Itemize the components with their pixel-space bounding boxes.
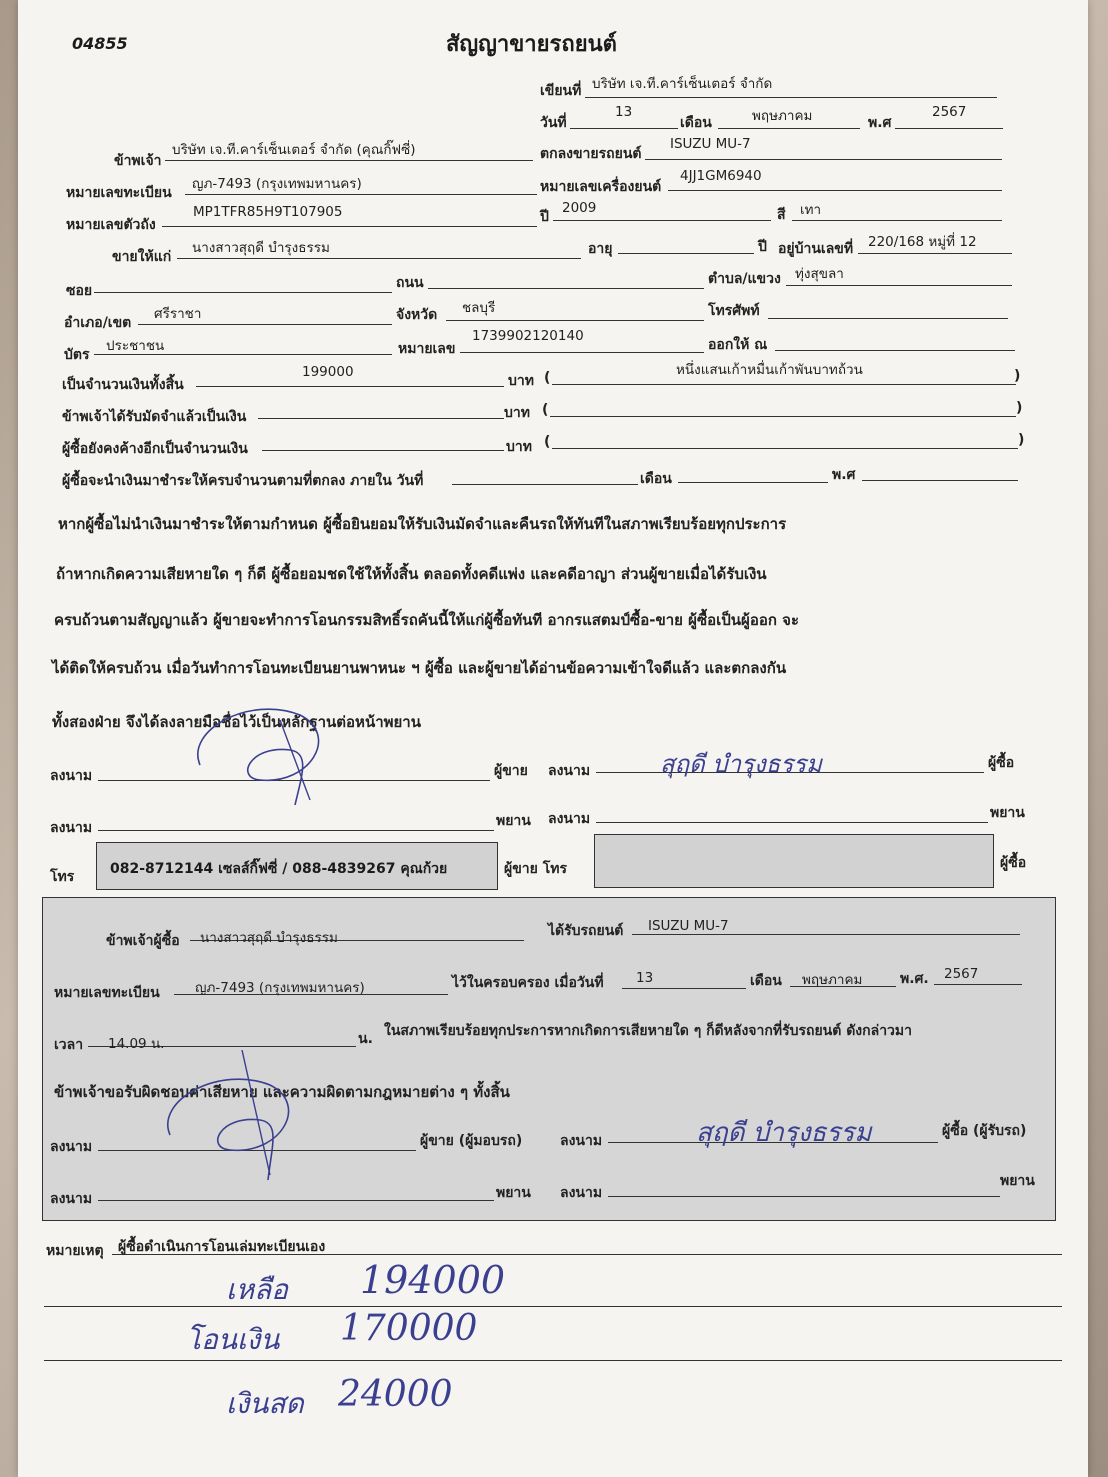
receipt-possess-label: ไว้ในครอบครอง เมื่อวันที่	[452, 975, 604, 991]
seller-phone-value: 082-8712144 เซลส์กิ๊ฟซี่ / 088-4839267 คุณก้วย	[110, 861, 448, 877]
card-no-label: หมายเลข	[398, 341, 456, 357]
color-label: สี	[777, 207, 786, 223]
total-label: เป็นจำนวนเงินทั้งสิ้น	[62, 377, 184, 393]
subdistrict-label: ตำบล/แขวง	[708, 271, 781, 287]
deposit-label: ข้าพเจ้าได้รับมัดจำแล้วเป็นเงิน	[62, 409, 247, 425]
handwritten-transfer-label: โอนเงิน	[186, 1323, 280, 1356]
terms-line-2: ถ้าหากเกิดความเสียหายใด ๆ ก็ดี ผู้ซื้อยอมชดใช้ให้ทั้งสิ้น ตลอดทั้งคดีแพ่ง และคดีอาญา ส่วนผู้ขายเมื่อได้รับเงิน	[56, 565, 767, 583]
agree-label: ตกลงขายรถยนต์	[540, 146, 642, 162]
receipt-car-label: ได้รับรถยนต์	[548, 923, 624, 939]
written-at-value: บริษัท เจ.ที.คาร์เซ็นเตอร์ จำกัด	[592, 76, 773, 92]
month-value: พฤษภาคม	[752, 108, 813, 124]
receipt-month-value: พฤษภาคม	[802, 972, 863, 988]
engine-value: 4JJ1GM6940	[680, 168, 762, 184]
car-year-label: ปี	[540, 209, 549, 225]
document-title: สัญญาขายรถยนต์	[446, 32, 617, 57]
receipt-sign-label-2: ลงนาม	[560, 1133, 603, 1149]
sign-label-3: ลงนาม	[50, 820, 93, 836]
card-no-value: 1739902120140	[472, 328, 584, 344]
receipt-plate-value: ญภ-7493 (กรุงเทพมหานคร)	[195, 980, 365, 996]
receipt-buyer-label: ข้าพเจ้าผู้ซื้อ	[106, 933, 180, 949]
paren-open: (	[544, 370, 551, 386]
car-model-value: ISUZU MU-7	[670, 136, 751, 152]
receipt-year-label: พ.ศ.	[900, 971, 929, 987]
buyer-signature: สุฤดี บำรุงธรรม	[660, 750, 822, 778]
sign-label-1: ลงนาม	[50, 768, 93, 784]
chassis-value: MP1TFR85H9T107905	[193, 204, 343, 220]
receipt-seller-signature	[160, 1050, 310, 1190]
receipt-sign-label-1: ลงนาม	[50, 1139, 93, 1155]
address-label: อยู่บ้านเลขที่	[778, 241, 854, 257]
receipt-seller-label: ผู้ขาย (ผู้มอบรถ)	[420, 1133, 523, 1149]
terms-line-4: ได้ติดให้ครบถ้วน เมื่อวันทำการโอนทะเบียนยานพาหนะ ฯ ผู้ซื้อ และผู้ขายได้อ่านข้อความเข้าใจดีแล้ว และตกลงกัน	[52, 659, 787, 677]
address-value: 220/168 หมู่ที่ 12	[868, 234, 977, 250]
seller-phone-label: ผู้ขาย โทร	[504, 861, 567, 877]
i-label: ข้าพเจ้า	[114, 153, 162, 169]
sign-label-2: ลงนาม	[548, 763, 591, 779]
remark-label: หมายเหตุ	[46, 1243, 104, 1259]
receipt-condition-text: ในสภาพเรียบร้อยทุกประการหากเกิดการเสียหายใด ๆ ก็ดีหลังจากที่รับรถยนต์ ดังกล่าวมา	[384, 1023, 913, 1039]
year-label: พ.ศ	[868, 115, 892, 131]
paren-close-3: )	[1018, 432, 1025, 448]
plate-label: หมายเลขทะเบียน	[66, 185, 172, 201]
paren-close: )	[1014, 368, 1021, 384]
seller-value: บริษัท เจ.ที.คาร์เซ็นเตอร์ จำกัด (คุณกิ๊ฟซี่)	[172, 142, 416, 158]
receipt-car-value: ISUZU MU-7	[648, 918, 729, 934]
buyer-value: นางสาวสุฤดี บำรุงธรรม	[192, 240, 330, 256]
phone-label-seller: โทร	[50, 869, 75, 885]
terms-line-5: ทั้งสองฝ่าย จึงได้ลงลายมือชื่อไว้เป็นหลักฐานต่อหน้าพยาน	[52, 713, 421, 731]
buyer-phone-label: ผู้ซื้อ	[1000, 855, 1027, 871]
buyer-sign-label: ผู้ซื้อ	[988, 755, 1015, 771]
baht-label: บาท	[508, 373, 534, 389]
age-unit: ปี	[758, 239, 767, 255]
engine-label: หมายเลขเครื่องยนต์	[540, 179, 662, 195]
plate-value: ญภ-7493 (กรุงเทพมหานคร)	[192, 176, 362, 192]
receipt-time-unit: น.	[358, 1031, 373, 1047]
buyer-phone-box	[594, 834, 994, 888]
subdistrict-value: ทุ่งสุขลา	[795, 266, 844, 282]
province-value: ชลบุรี	[462, 300, 496, 316]
handwritten-balance-label: เหลือ	[226, 1273, 289, 1306]
witness-label-1: พยาน	[496, 813, 531, 829]
witness-label-2: พยาน	[990, 805, 1025, 821]
month-label: เดือน	[680, 115, 712, 131]
terms-line-1: หากผู้ซื้อไม่นำเงินมาชำระให้ตามกำหนด ผู้ซื้อยินยอมให้รับเงินมัดจำและคืนรถให้ทันทีในสภาพเรียบร้อยทุกประการ	[58, 515, 787, 533]
total-words-value: หนึ่งแสนเก้าหมื่นเก้าพันบาทถ้วน	[676, 362, 863, 378]
province-label: จังหวัด	[396, 307, 438, 323]
receipt-time-label: เวลา	[54, 1037, 84, 1053]
receipt-day-value: 13	[636, 970, 654, 986]
receipt-year-value: 2567	[944, 966, 979, 982]
phone-label: โทรศัพท์	[708, 303, 760, 319]
receipt-responsibility-text: ข้าพเจ้าขอรับผิดชอบค่าเสียหาย และความผิดตามกฎหมายต่าง ๆ ทั้งสิ้น	[54, 1083, 510, 1101]
total-value: 199000	[302, 364, 354, 380]
receipt-month-label: เดือน	[750, 973, 782, 989]
remain-label: ผู้ซื้อยังคงค้างอีกเป็นจำนวนเงิน	[62, 441, 248, 457]
color-value: เทา	[800, 202, 822, 218]
handwritten-cash-value: 24000	[338, 1374, 453, 1415]
receipt-time-value: 14.09 น.	[108, 1036, 165, 1052]
written-at-label: เขียนที่	[540, 83, 582, 99]
receipt-witness-label-1: พยาน	[496, 1185, 531, 1201]
receipt-buyer-signature: สุฤดี บำรุงธรรม	[696, 1118, 872, 1148]
soi-label: ซอย	[66, 283, 93, 299]
issued-label: ออกให้ ณ	[708, 337, 768, 353]
handwritten-balance-value: 194000	[360, 1258, 506, 1302]
card-label: บัตร	[64, 347, 90, 363]
chassis-label: หมายเลขตัวถัง	[66, 217, 156, 233]
document-number: 04855	[72, 34, 128, 53]
date-day: 13	[615, 104, 633, 120]
seller-signature	[190, 690, 340, 820]
sell-to-label: ขายให้แก่	[112, 249, 172, 265]
terms-line-3: ครบถ้วนตามสัญญาแล้ว ผู้ขายจะทำการโอนกรรมสิทธิ์รถคันนี้ให้แก่ผู้ซื้อทันที อากรแสตมป์ซื้อ-ขาย ผู้ซื้อเป็นผู้ออก จะ	[54, 611, 799, 629]
sign-label-4: ลงนาม	[548, 811, 591, 827]
receipt-sign-label-3: ลงนาม	[50, 1191, 93, 1207]
deposit-baht-label: บาท	[504, 405, 530, 421]
receipt-witness-label-2: พยาน	[1000, 1173, 1035, 1189]
remain-baht-label: บาท	[506, 439, 532, 455]
age-label: อายุ	[588, 241, 613, 257]
pay-by-label: ผู้ซื้อจะนำเงินมาชำระให้ครบจำนวนตามที่ตกลง ภายใน วันที่	[62, 473, 424, 489]
handwritten-cash-label: เงินสด	[226, 1387, 304, 1420]
car-year-value: 2009	[562, 200, 597, 216]
pay-year-label: พ.ศ	[832, 467, 856, 483]
district-value: ศรีราชา	[154, 306, 202, 322]
paren-open-3: (	[544, 434, 551, 450]
year-value: 2567	[932, 104, 967, 120]
receipt-buyer-sign-label: ผู้ซื้อ (ผู้รับรถ)	[942, 1123, 1027, 1139]
card-type-value: ประชาชน	[106, 338, 165, 354]
remark-text: ผู้ซื้อดำเนินการโอนเล่มทะเบียนเอง	[118, 1239, 326, 1255]
handwritten-transfer-value: 170000	[340, 1308, 478, 1349]
road-label: ถนน	[396, 275, 424, 291]
receipt-buyer-value: นางสาวสุฤดี บำรุงธรรม	[200, 930, 338, 946]
district-label: อำเภอ/เขต	[64, 315, 132, 331]
receipt-plate-label: หมายเลขทะเบียน	[54, 985, 160, 1001]
seller-sign-label: ผู้ขาย	[494, 763, 528, 779]
pay-month-label: เดือน	[640, 471, 672, 487]
receipt-sign-label-4: ลงนาม	[560, 1185, 603, 1201]
paren-open-2: (	[542, 402, 549, 418]
paren-close-2: )	[1016, 400, 1023, 416]
date-label: วันที่	[540, 115, 567, 131]
